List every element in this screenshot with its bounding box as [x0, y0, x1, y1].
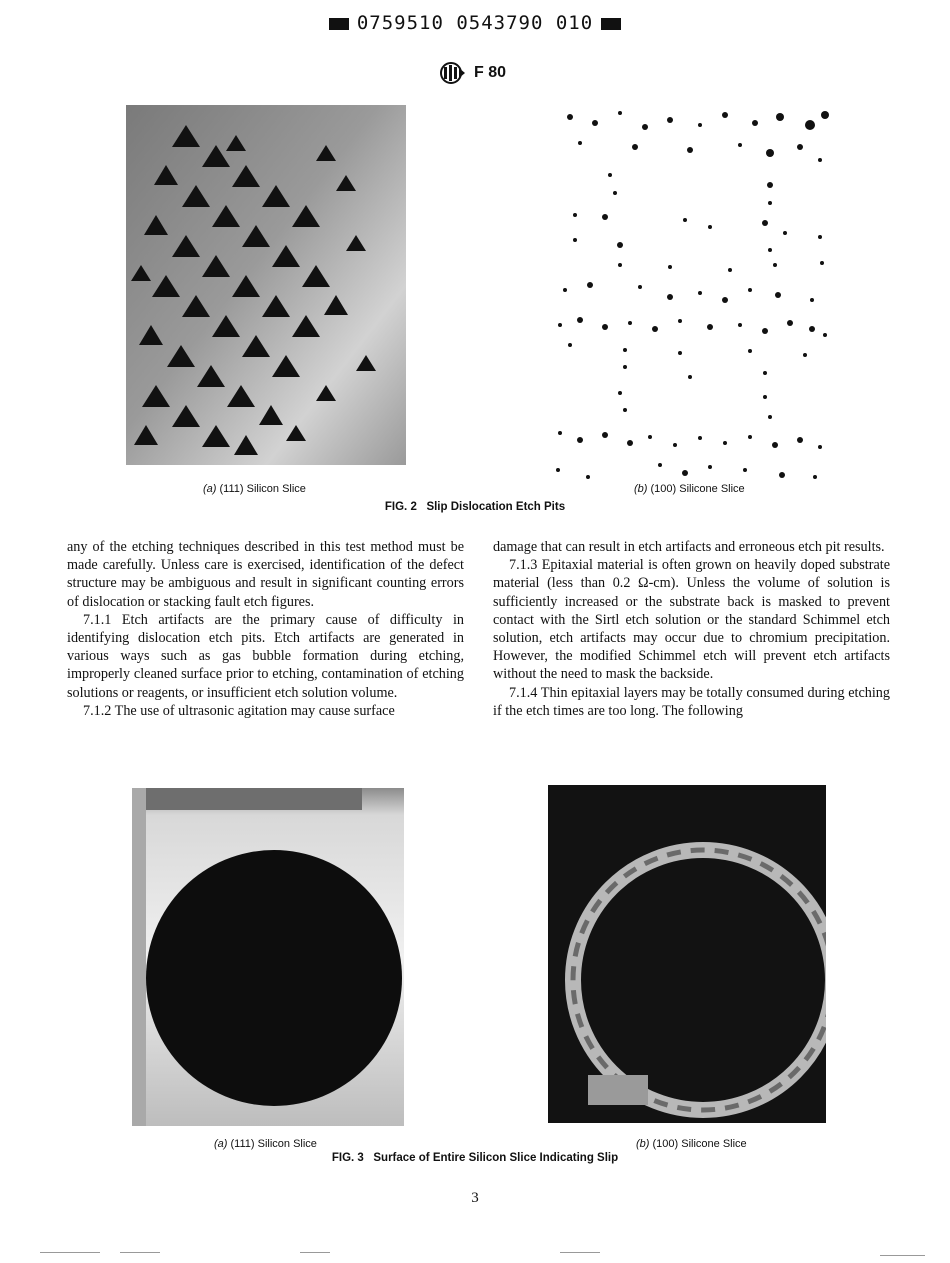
paragraph: 7.1.2 The use of ultrasonic agitation may cause surface	[83, 702, 395, 719]
standard-header	[440, 62, 506, 84]
fig3-caption: FIG. 3 Surface of Entire Silicon Slice Indicating Slip	[331, 1152, 619, 1164]
fig3-panel-b-image	[548, 785, 826, 1123]
fig2-panel-b-caption: (b) (100) Silicone Slice	[634, 483, 745, 495]
paragraph: any of the etching techniques described in this test method must be made carefully. Unless care is exercised, identification of the defect structure may be ambiguous and result in significant counting errors of dislocation or stacking fault etch figures.	[67, 539, 464, 610]
astm-logo-icon	[440, 62, 466, 84]
fig2-panel-a-image	[126, 105, 406, 465]
paragraph: 7.1.4 Thin epitaxial layers may be totally consumed during etching if the etch times are too long. The following	[493, 684, 890, 719]
scan-mark	[120, 1252, 160, 1253]
scan-mark	[560, 1252, 600, 1253]
right-text-column	[493, 538, 890, 720]
document-code: 0759510 0543790 010	[356, 12, 594, 34]
left-text-column	[67, 538, 464, 720]
paragraph: 7.1.3 Epitaxial material is often grown on heavily doped substrate material (less than 0.2 Ω-cm). Unless the volume of solution is sufficiently increased or the substrate back is masked to prevent contact with the Sirtl etch solution or the standard Schimmel etch solution, etch artifacts may occur due to chromium precipitation. However, the modified Schimmel etch will prevent etch artifacts without the need to mask the backside.	[493, 557, 890, 683]
document-code-line	[0, 12, 950, 34]
paragraph: 7.1.1 Etch artifacts are the primary cause of difficulty in identifying dislocation etch pits. Etch artifacts are generated in various ways such as gas bubble formation during etching, improperly cleaned surface prior to etching, contamination of etching solutions or reagents, or insufficient etch solution volume.	[67, 611, 464, 701]
standard-designation: F 80	[474, 64, 507, 81]
fig2-panel-a-caption: (a) (111) Silicon Slice	[203, 483, 306, 495]
barcode-mark-left	[329, 18, 349, 30]
paragraph: damage that can result in etch artifacts and erroneous etch pit results.	[493, 539, 885, 555]
scan-mark	[40, 1252, 100, 1253]
scan-mark	[880, 1255, 925, 1256]
scan-mark	[300, 1252, 330, 1253]
page-number: 3	[471, 1190, 479, 1206]
fig2-panel-b-image	[550, 105, 835, 485]
fig3-panel-a-caption: (a) (111) Silicon Slice	[214, 1138, 317, 1150]
fig2-caption: FIG. 2 Slip Dislocation Etch Pits	[384, 501, 566, 513]
fig3-panel-b-caption: (b) (100) Silicone Slice	[636, 1138, 747, 1150]
fig3-panel-a-image	[132, 788, 404, 1126]
barcode-mark-right	[601, 18, 621, 30]
